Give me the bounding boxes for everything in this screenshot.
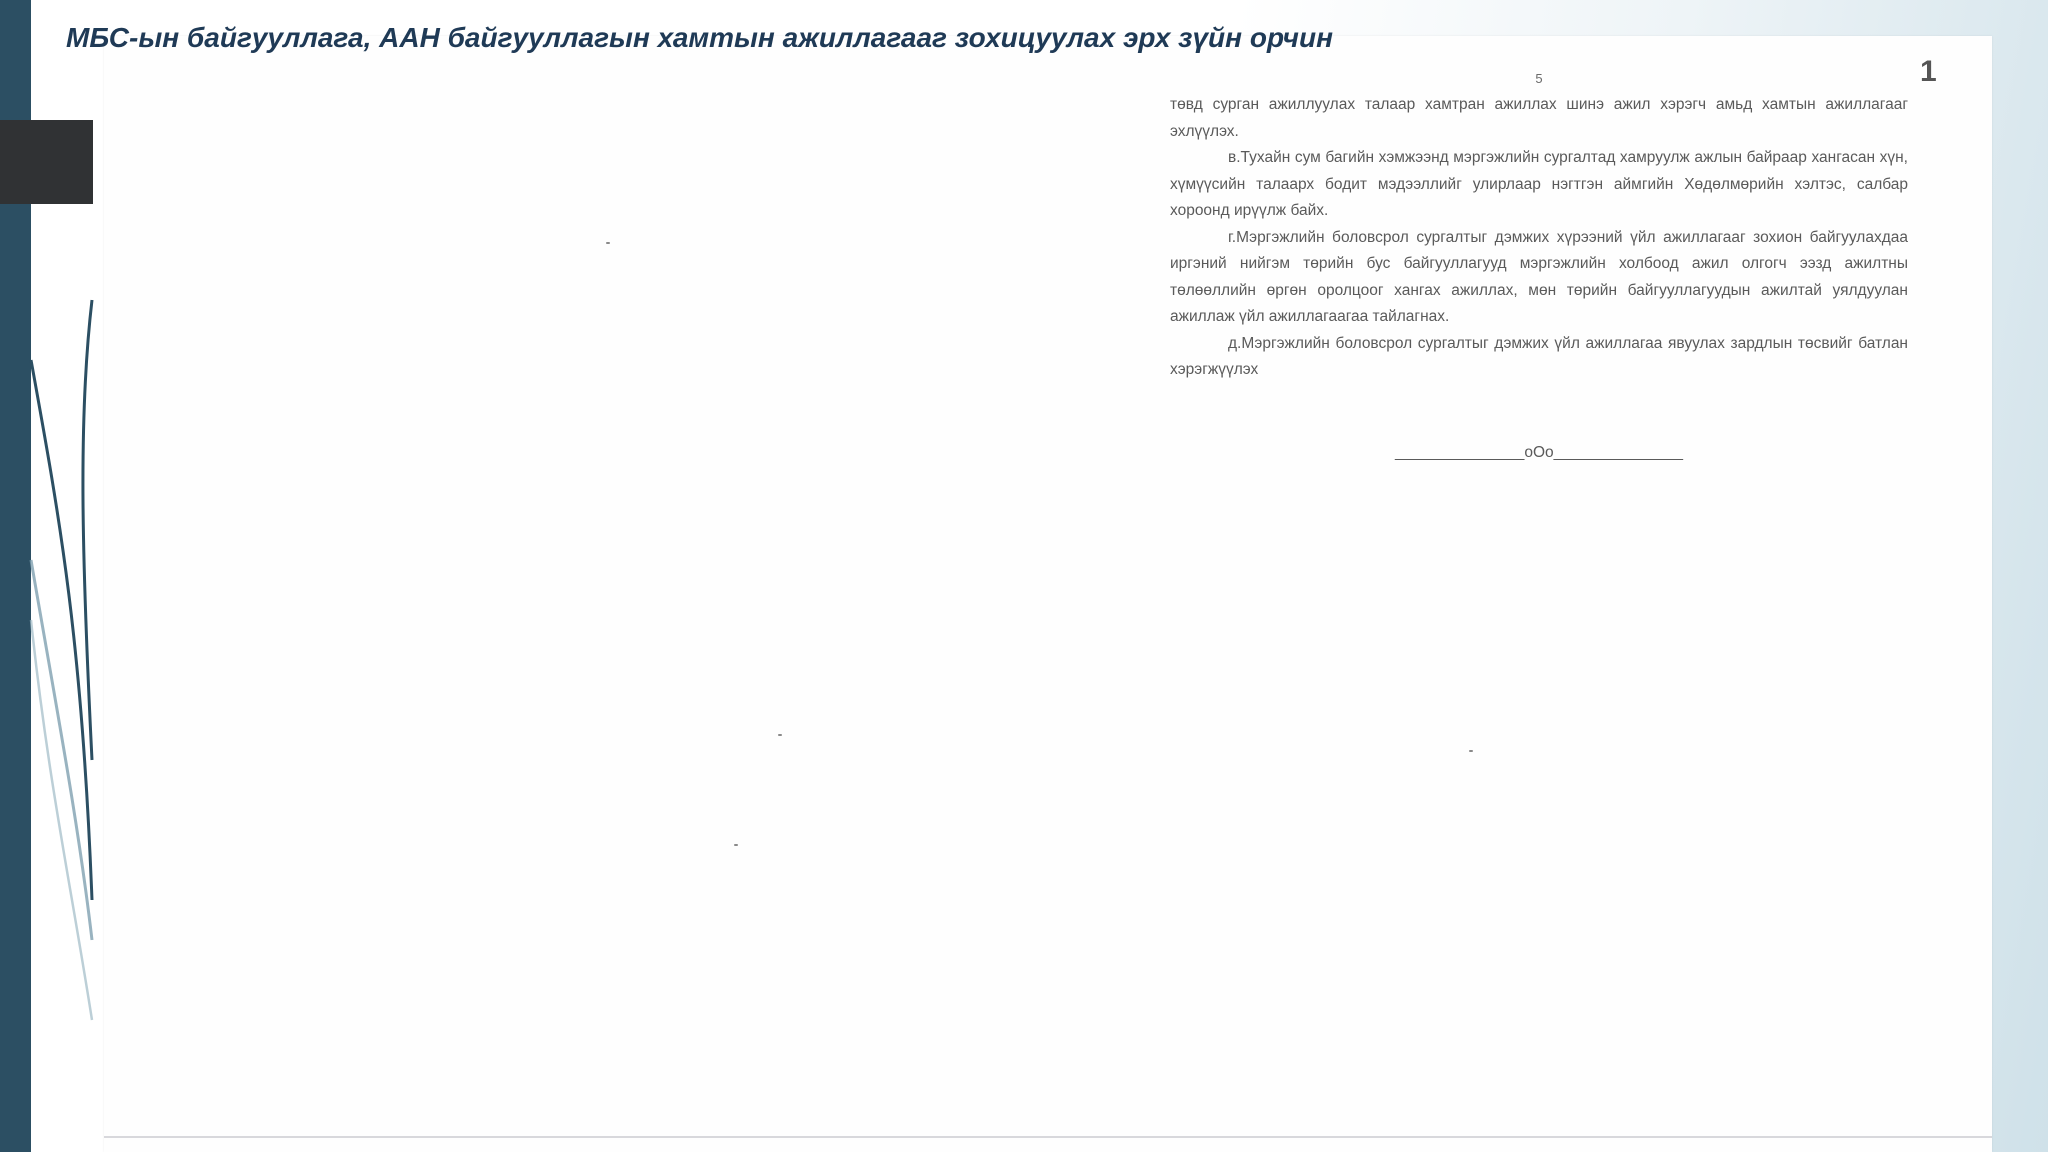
dark-tab-block — [0, 120, 93, 204]
scan-speck — [778, 734, 782, 736]
page-number: 5 — [1535, 71, 1543, 86]
slide-title: МБС-ын байгууллага, ААН байгууллагын хамтын ажиллагааг зохицуулах эрх зүйн орчин — [66, 22, 1333, 53]
scan-speck — [606, 242, 610, 244]
document-text-block — [1170, 66, 1908, 466]
scan-edge-line — [104, 1136, 1992, 1138]
document-paragraph: в.Тухайн сум багийн хэмжээнд мэргэжлийн сургалтад хамруулж ажлын байраар хангасан хүн, хүмүүсийн талаарх бодит мэдээллийг улирлаар нэгтгэн аймгийн Хөдөлмөрийн хэлтэс, салбар хороонд ирүүлж байх. — [1170, 149, 1908, 219]
scan-speck — [734, 844, 738, 846]
margin-marks: 1 — [1920, 55, 1937, 88]
document-paragraph: д.Мэргэжлийн боловсрол сургалтыг дэмжих үйл ажиллагаа явуулах зардлын төсвийг батлан хэрэгжүүлэх — [1170, 334, 1908, 378]
end-mark: _______________oOo_______________ — [1395, 443, 1683, 461]
document-paragraph: г.Мэргэжлийн боловсрол сургалтыг дэмжих хүрээний үйл ажиллагааг зохион байгуулахдаа иргэний нийгэм төрийн бус байгууллагууд мэргэжлийн холбоод ажил олгогч ээзд ажилтны төлөөллийн өргөн оролцоог хангах ажиллах, мөн төрийн байгууллагуудын ажилтай уялдуулан ажиллаж үйл ажиллагаагаа тайлагнах. — [1170, 228, 1908, 325]
scan-speck — [1469, 750, 1473, 752]
document-paragraph: төвд сурган ажиллуулах талаар хамтран ажиллах шинэ ажил хэрэгч амьд хамтын ажиллагааг эхлүүлэх. — [1170, 96, 1908, 140]
